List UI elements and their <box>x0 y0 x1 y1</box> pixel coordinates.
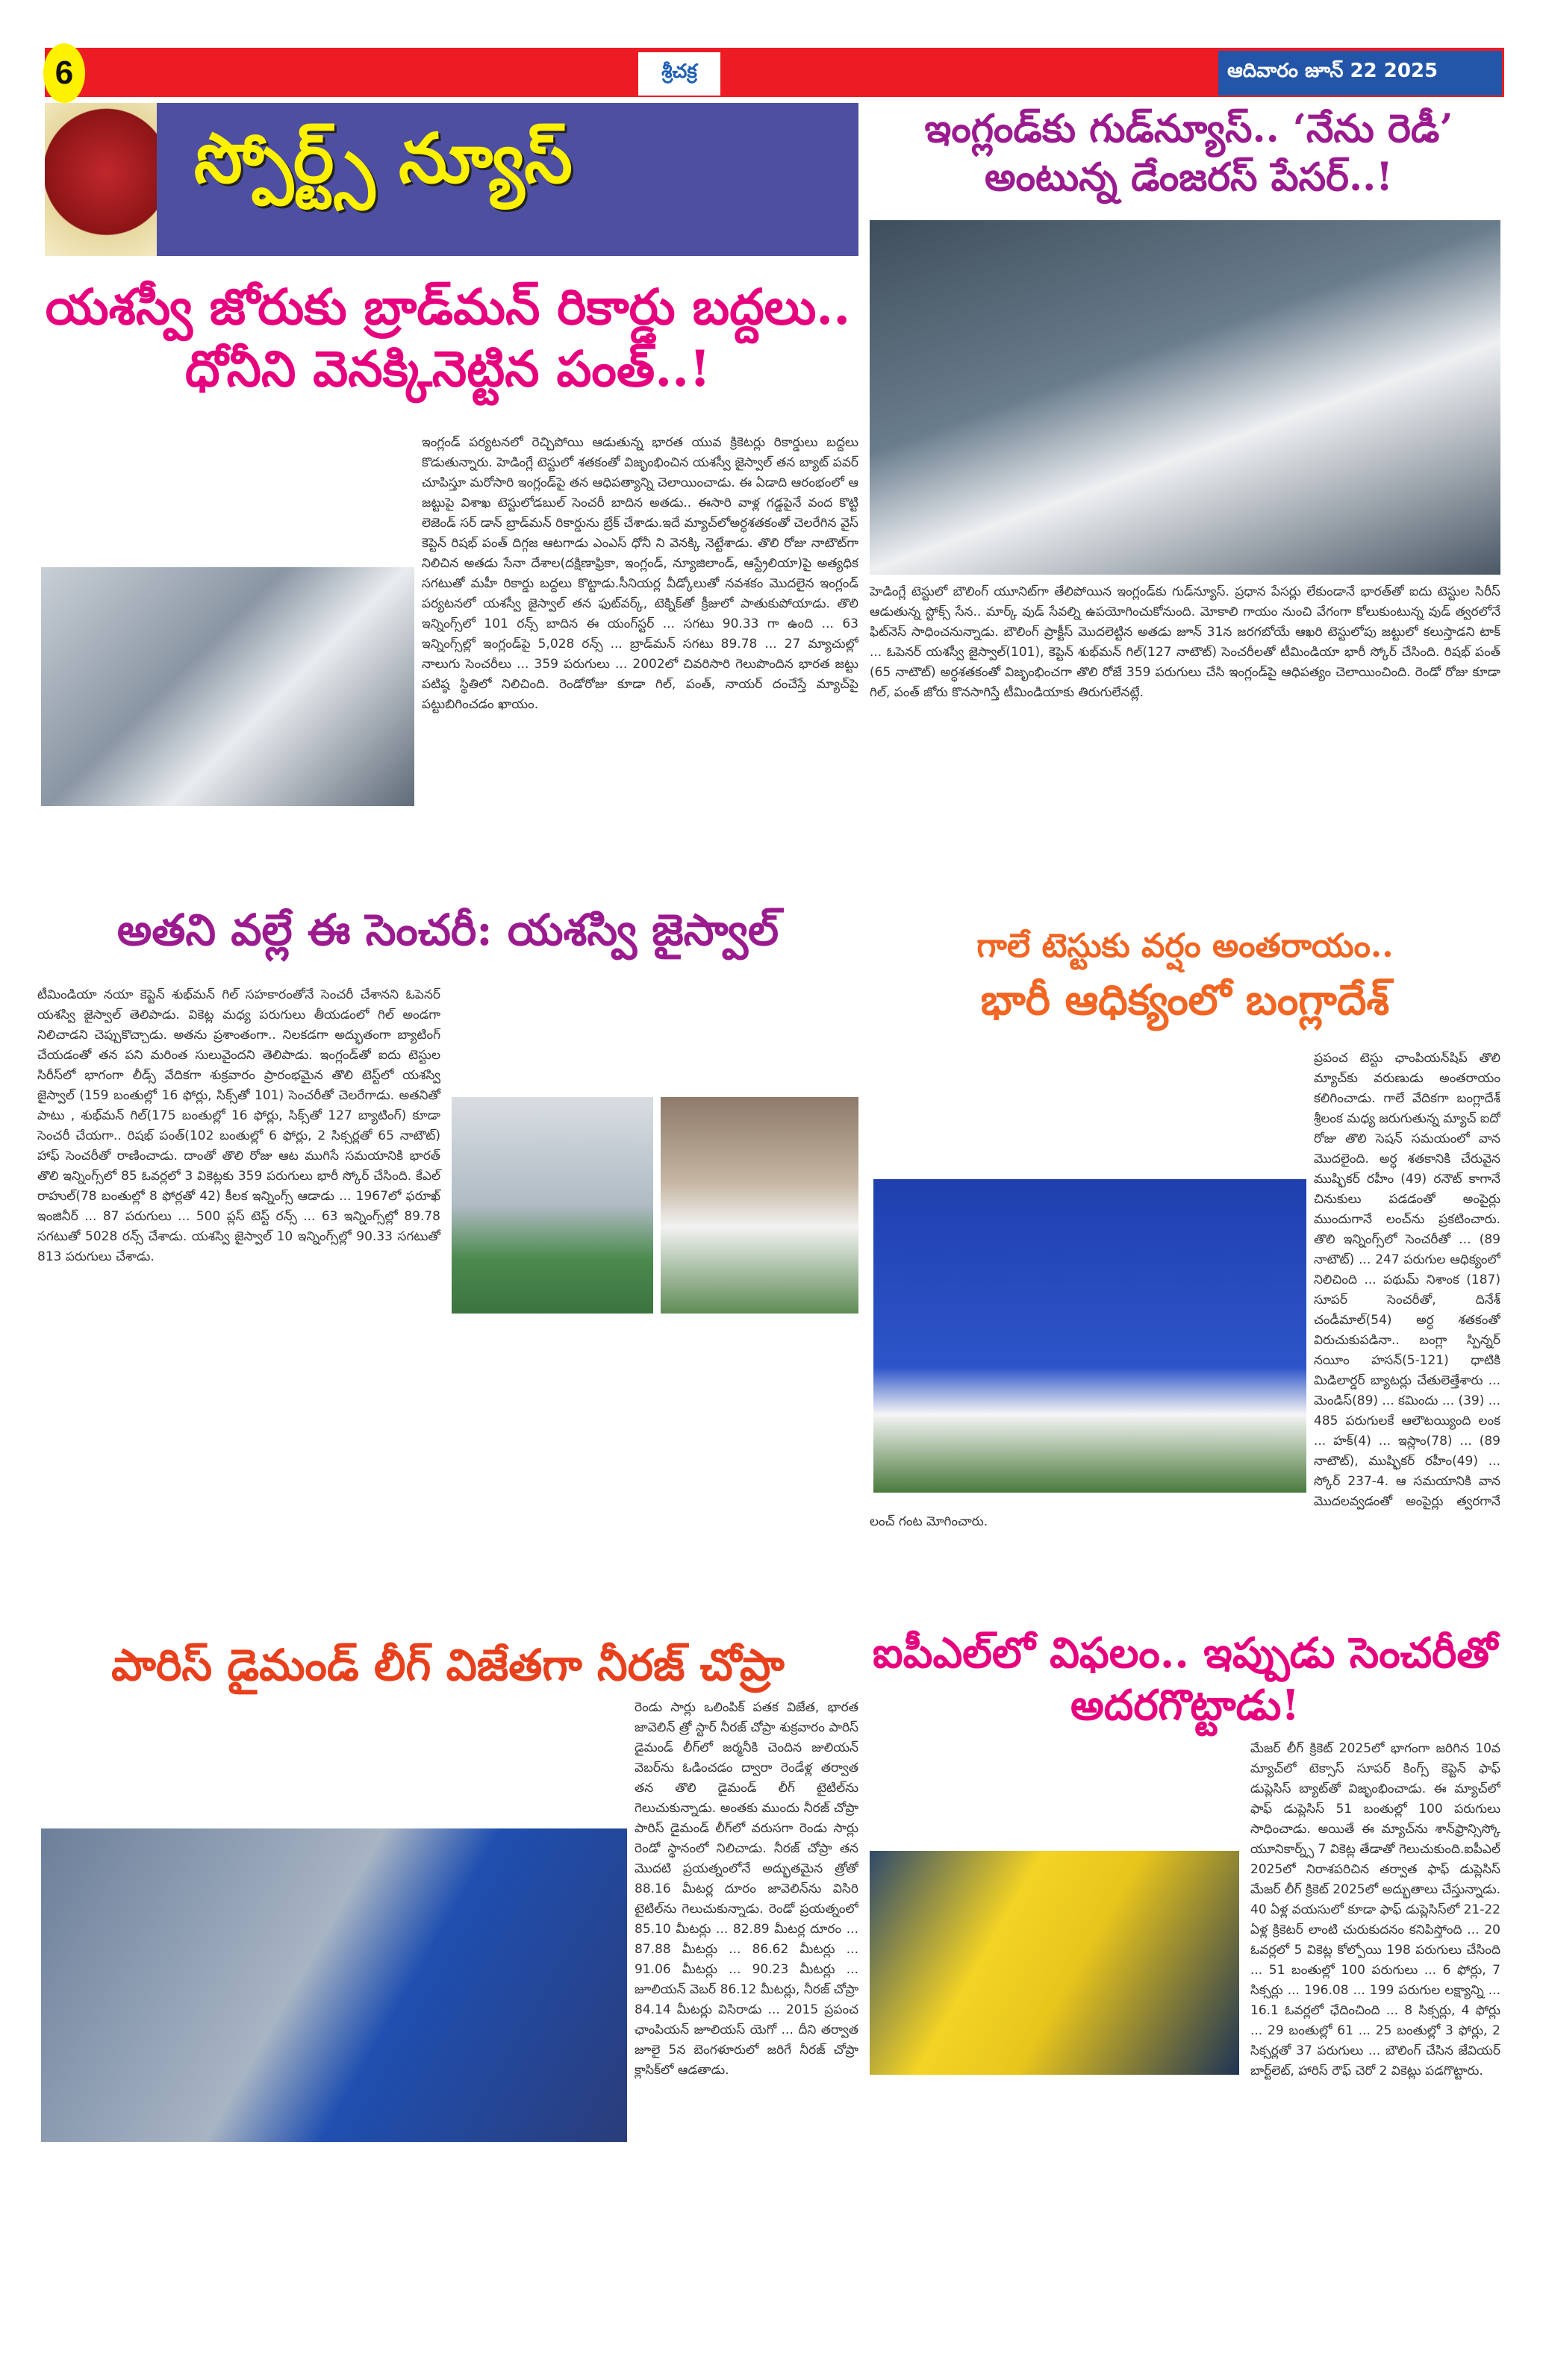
photo-mark-wood <box>870 220 1500 575</box>
headline-neeraj-chopra: పారిస్ డైమండ్ లీగ్ విజేతగా నీరజ్ చోప్రా <box>111 1640 785 1690</box>
article-text: హెడింగ్లే టెస్టులో బౌలింగ్ యూనిట్‌గా తేలిపోయిన ఇంగ్లండ్‌కు గుడ్‌న్యూస్. ప్రధాన పేసర్లు లేకుండానే భారత్‌తో ఐదు టెస్టుల సిరీస్ ఆడుతున్న స్టోక్స్ సేన.. మార్క్ వుడ్ సేవల్ని ఉపయోగించుకోనుంది. మోకాలి గాయం నుంచి వేగంగా కోలుకుంటున్న వుడ్ త్వరలోనే ఫిట్‌నెస్ సాధించనున్నాడు. బౌలింగ్ ప్రాక్టీస్ మొదలెట్టిన అతడు జూన్ 31న జరగబోయే ఆఖరి టెస్టులోపు జట్టులో కలుస్తాడని టాక్ ... ఓపెనర్ యశస్వీ జైస్వాల్(101), కెప్టెన్ శుభ్‌మన్ గిల్(127 నాటౌట్) సెంచరీలతో టీమిండియా భారీ స్కోర్ చేసింది. రిషభ్ పంత్ (65 నాటౌట్) అర్ధశతకంతో విజృంభించగా తొలి రోజే 359 పరుగులు చేసి ఇంగ్లండ్‌పై ఆధిపత్యం చెలాయించింది. రెండో రోజు కూడా గిల్, పంత్ జోరు కొనసాగిస్తే టీమిండియాకు తిరుగులేనట్లే. <box>870 584 1500 700</box>
article-text: ఇంగ్లండ్ పర్యటనలో రెచ్చిపోయి ఆడుతున్న భారత యువ క్రికెటర్లు రికార్డులు బద్దలు కొడుతున్నారు. హెడింగ్లే టెస్టులో శతకంతో విజృంభించిన యశస్వీ జైస్వాల్ తన బ్యాట్ పవర్ చూపిస్తూ మరోసారి ఇంగ్లండ్‌పై తన ఆధిపత్యాన్ని చెలాయించాడు. ఈ ఏడాది ఆరంభంలో ఆ జట్టుపై విశాఖ టెస్టులోడబుల్ సెంచరీ బాదిన అతడు.. ఈసారి వాళ్ల గడ్డపైనే వంద కొట్టి లెజెండ్ సర్ డాన్ బ్రాడ్‌మన్ రికార్డును బ్రేక్ చేశాడు.ఇదే మ్యాచ్‌లోఅర్ధశతకంతో చెలరేగిన వైస్ కెప్టెన్ రిషభ్ పంత్ దిగ్గజ ఆటగాడు ఎంఎస్ ధోనీ ని వెనక్కి నెట్టేశాడు. తొలి రోజు నాటౌట్‌గా నిలిచిన అతడు సేనా దేశాల(దక్షిణాఫ్రికా, ఇంగ్లండ్, న్యూజిలాండ్, ఆస్ట్రేలియా)పై అత్యధిక సగటుతో మహీ రికార్డు బద్దలు కొట్టాడు.సీనియర్ల వీడ్కోలుతో నవశకం మొదలైన ఇంగ్లండ్ పర్యటనలో యశస్వీ జైస్వాల్ తన ఫుట్‌వర్క్, టెక్నిక్‌తో క్రీజులో పాతుకుపోయాడు. తొలి ఇన్నింగ్స్‌లో 101 రన్స్ బాదిన ఈ యంగ్‌స్టర్ ... సగటు 90.33 గా ఉంది ... 63 ఇన్నింగ్స్‌ల్లో ఇంగ్లండ్‌పై 5,028 రన్స్ ... బ్రాడ్‌మన్ సగటు 89.78 ... 27 మ్యాచుల్లో నాలుగు సెంచరీలు ... 359 పరుగులు ... 2002లో చివరిసారి గెలుపొందిన భారత జట్టు పటిష్ఠ స్థితిలో నిలిచింది. రెండోరోజు కూడా గిల్, పంత్, నాయర్ దంచేస్తే మ్యాచ్‌పై పట్టుబిగించడం ఖాయం. <box>422 435 858 712</box>
headline-galle-line2: భారీ ఆధిక్యంలో బంగ్లాదేశ్ <box>980 975 1390 1025</box>
headline-du-plessis: ఐపీఎల్‌లో విఫలం.. ఇప్పుడు సెంచరీతో అదరగొట్టాడు! <box>872 1628 1498 1730</box>
article-body <box>37 1698 858 2347</box>
headline-mark-wood: ఇంగ్లండ్‌కు గుడ్‌న్యూస్.. ‘నేను రెడీ’ అంటున్న డేంజరస్ పేసర్..! <box>924 106 1453 200</box>
article-text: మేజర్ లీగ్ క్రికెట్ 2025లో భాగంగా జరిగిన 10వ మ్యాచ్‌లో టెక్సాస్ సూపర్ కింగ్స్ కెప్టెన్ ఫాఫ్ డుప్లెసిస్ బ్యాట్‌తో విజృంభించాడు. ఈ మ్యాచ్‌లో ఫాఫ్ డుప్లెసిస్ 51 బంతుల్లో 100 పరుగులు సాధించాడు. అయితే ఈ మ్యాచ్‌ను శాన్‌ఫ్రాన్సిస్కో యూనికార్న్స్ 7 వికెట్ల తేడాతో గెలుచుకుంది.ఐపీఎల్ 2025లో నిరాశపరిచిన తర్వాత ఫాఫ్ డుప్లెసిస్ మేజర్ లీగ్ క్రికెట్ 2025లో అద్భుతాలు చేస్తున్నాడు. 40 ఏళ్ల వయసులో కూడా ఫాఫ్ డుప్లెసిస్‌లో 21-22 ఏళ్ల క్రికెటర్ లాంటి చురుకుదనం కనిపిస్తోంది ... 20 ఓవర్లలో 5 వికెట్ల కోల్పోయి 198 పరుగులు చేసింది ... 51 బంతుల్లో 100 పరుగులు ... 6 ఫోర్లు, 7 సిక్సర్లు ... 196.08 ... 199 పరుగుల లక్ష్యాన్ని ... 16.1 ఓవర్లలో ఛేదించింది ... 8 సిక్సర్లు, 4 ఫోర్లు ... 29 బంతుల్లో 61 ... 25 బంతుల్లో 3 ఫోర్లు, 2 సిక్సర్లతో 37 పరుగులు ... బౌలింగ్ చేసిన జేవియర్ బార్ట్‌లెట్, హారిస్ రౌఫ్ చెరో 2 వికెట్లు పడగొట్టారు. <box>1250 1741 1500 2078</box>
section-title: స్పోర్ట్స్ న్యూస్ <box>194 118 573 199</box>
newspaper-logo: శ్రీచక్ర <box>638 52 720 96</box>
headline-galle-line1: గాలే టెస్టుకు వర్షం అంతరాయం.. <box>976 927 1394 965</box>
headline-jaiswal-bradman: యశస్వీ జోరుకు బ్రాడ్‌మన్ రికార్డు బద్దలు.. ధోనీని వెనక్కినెట్టిన పంత్..! <box>45 278 851 398</box>
article-text: ప్రపంచ టెస్టు ఛాంపియన్‌షిప్ తొలి మ్యాచ్‌కు వరుణుడు అంతరాయం కలిగించాడు. గాలే వేదికగా బంగ్లాదేశ్ శ్రీలంక మధ్య జరుగుతున్న మ్యాచ్ ఐదో రోజు తొలి సెషన్ సమయంలో వాన మొదలైంది. అర్ధ శతకానికి చేరువైన ముష్ఫికర్ రహీం (49) రనౌట్ కాగానే చినుకులు పడడంతో అంపైర్లు ముందుగానే లంచ్‌ను ప్రకటించారు. తొలి ఇన్నింగ్స్‌లో సెంచరీతో ... (89 నాటౌట్) ... 247 పరుగుల ఆధిక్యంలో నిలిచింది ... పథుమ్ నిశాంక (187) సూపర్ సెంచరీతో, దినేశ్ చండీమాల్(54) అర్ధ శతకంతో విరుచుకుపడినా.. బంగ్లా స్పిన్నర్ నయీం హసన్(5-121) ధాటికి మిడిలార్డర్ బ్యాటర్లు చేతులెత్తేశారు ... మెండిస్(89) ... కమిందు ... (39) ... 485 పరుగులకే ఆలౌటయ్యింది లంక ... హక్(4) ... ఇస్లాం(78) ... (89 నాటౌట్), ముష్ఫికర్ రహీం(49) ... స్కోర్ 237-4. ఆ సమయానికి వాన మొదలవ్వడంతో అంపైర్లు త్వరగానే లంచ్ గంట మోగించారు. <box>870 1051 1500 1529</box>
article-body <box>870 1049 1500 1627</box>
issue-date: ఆదివారం జూన్ 22 2025 <box>1218 51 1502 96</box>
article-body <box>870 582 1500 922</box>
article-body <box>37 985 858 1642</box>
page-number-badge: 6 <box>43 43 85 103</box>
article-text: టీమిండియా నయా కెప్టెన్ శుభ్‌మన్ గిల్ సహకారంతోనే సెంచరీ చేశానని ఓపెనర్ యశస్వి జైస్వాల్ తెలిపాడు. వికెట్ల మధ్య పరుగులు తీయడంలో గిల్ అండగా నిలిచాడని చెప్పుకొచ్చాడు. అతను ప్రశాంతంగా.. నిలకడగా అద్భుతంగా బ్యాటింగ్ చేయడంతో తన పని మరింత సులువైందని తెలిపాడు. ఇంగ్లండ్‌తో ఐదు టెస్టుల సిరీస్‌లో భాగంగా లీడ్స్ వేదికగా శుక్రవారం ప్రారంభమైన తొలి టెస్ట్‌లో యశస్వి జైస్వాల్ (159 బంతుల్లో 16 ఫోర్లు, సిక్స్‌తో 101) సెంచరీతో చెలరేగాడు. అతనితో పాటు , శుభ్‌మన్ గిల్(175 బంతుల్లో 16 ఫోర్లు, సిక్స్‌తో 127 బ్యాటింగ్) కూడా సెంచరీ చేయగా.. రిషభ్ పంత్(102 బంతుల్లో 6 ఫోర్లు, 2 సిక్సర్లతో 65 నాటౌట్) హాఫ్ సెంచరీతో రాణించాడు. దాంతో తొలి రోజు ఆట ముగిసే సమయానికి భారత్ తొలి ఇన్నింగ్స్‌లో 85 ఓవర్లలో 3 వికెట్లకు 359 పరుగులు భారీ స్కోర్ చేసింది. కేఎల్ రాహుల్(78 బంతుల్లో 8 ఫోర్లతో 42) కీలక ఇన్నింగ్స్ ఆడాడు ... 1967లో ఫరూఖ్ ఇంజినీర్ ... 87 పరుగులు ... 500 ప్లస్ టెస్ట్ రన్స్ ... 63 ఇన్నింగ్స్‌ల్లో 89.78 సగటుతో 5028 రన్స్ చేశాడు. యశస్వి జైస్వాల్ 10 ఇన్నింగ్స్‌ల్లో 90.33 సగటుతో 813 పరుగులు చేశాడు. <box>37 987 440 1264</box>
cricket-ball-icon <box>45 103 157 256</box>
article-text: రెండు సార్లు ఒలింపిక్ పతక విజేత, భారత జావెలిన్ త్రో స్టార్ నీరజ్ చోప్రా శుక్రవారం పారిస్ డైమండ్ లీగ్‌లో జర్మనీకి చెందిన జులియన్ వెబర్‌ను ఓడించడం ద్వారా రెండేళ్ల తర్వాత తన తొలి డైమండ్ లీగ్ టైటిల్‌ను గెలుచుకున్నాడు. అంతకు ముందు నీరజ్ చోప్రా పారిస్ డైమండ్ లీగ్‌లో వరుసగా రెండు సార్లు రెండో స్థానంలో నిలిచాడు. నీరజ్ చోప్రా తన మొదటి ప్రయత్నంలోనే అద్భుతమైన త్రోతో 88.16 మీటర్ల దూరం జావెలిన్‌ను విసిరి టైటిల్‌ను గెలుచుకున్నాడు. రెండో ప్రయత్నంలో 85.10 మీటర్లు ... 82.89 మీటర్ల దూరం ... 87.88 మీటర్లు ... 86.62 మీటర్లు ... 91.06 మీటర్లు ... 90.23 మీటర్లు ... జూలియన్ వెబర్ 86.12 మీటర్లు, నీరజ్ చోప్రా 84.14 మీటర్లు విసిరాడు ... 2015 ప్రపంచ ఛాంపియన్ జూలియస్ యెగో ... దీని తర్వాత జూలై 5న బెంగళూరులో జరిగే నీరజ్ చోప్రా క్లాసిక్‌లో ఆడతాడు. <box>635 1700 858 2078</box>
article-body <box>870 1739 1500 2347</box>
section-banner <box>45 103 858 256</box>
headline-jaiswal-century: అతని వల్లే ఈ సెంచరీ: యశస్వి జైస్వాల్ <box>116 905 779 955</box>
article-body <box>37 433 858 896</box>
